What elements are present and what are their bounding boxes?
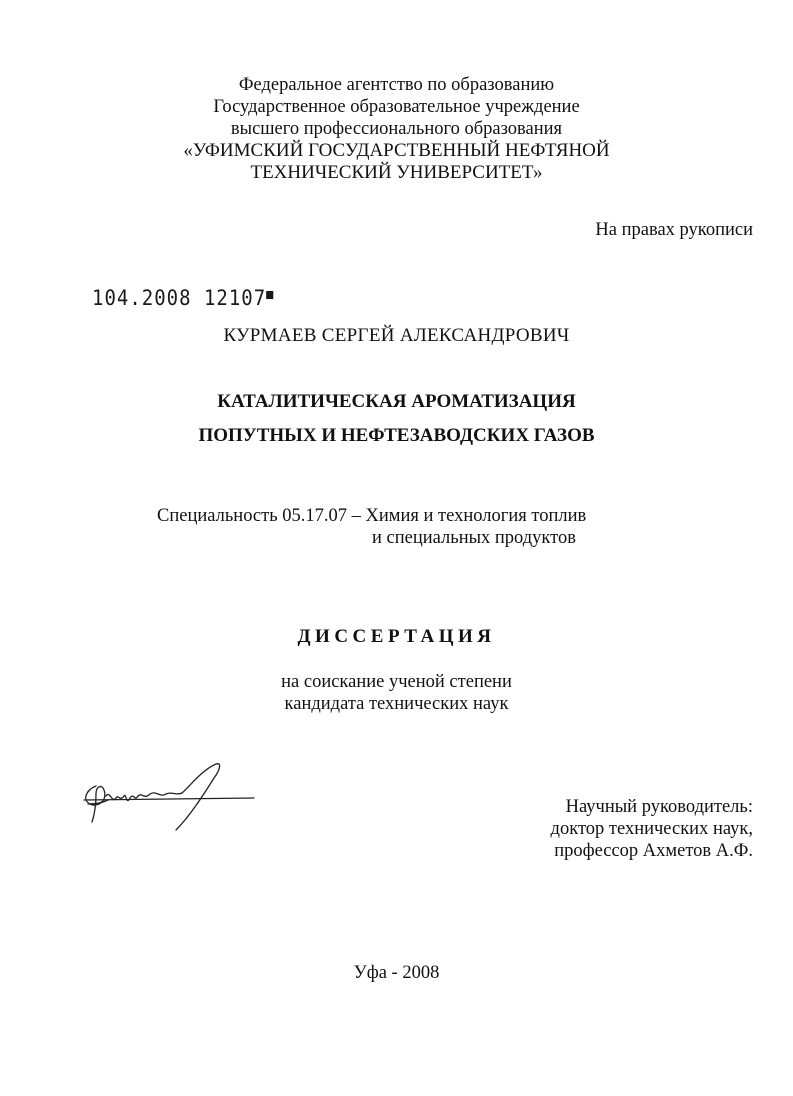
header-line-agency: Федеральное агентство по образованию bbox=[238, 75, 555, 95]
supervisor-degree: доктор технических наук, bbox=[550, 819, 753, 839]
header-line-education-level: высшего профессионального образования bbox=[230, 119, 563, 139]
specialty-block bbox=[157, 505, 586, 549]
title-line-1: КАТАЛИТИЧЕСКАЯ АРОМАТИЗАЦИЯ bbox=[217, 391, 576, 412]
supervisor-label: Научный руководитель: bbox=[565, 797, 753, 817]
degree-block bbox=[0, 671, 793, 715]
specialty-continuation: и специальных продуктов bbox=[372, 528, 576, 548]
title-line-2: ПОПУТНЫХ И НЕФТЕЗАВОДСКИХ ГАЗОВ bbox=[198, 425, 595, 446]
author-name: КУРМАЕВ СЕРГЕЙ АЛЕКСАНДРОВИЧ bbox=[223, 325, 570, 346]
city-and-year: Уфа - 2008 bbox=[353, 963, 440, 983]
header-line-university-name-1: «УФИМСКИЙ ГОСУДАРСТВЕННЫЙ НЕФТЯНОЙ bbox=[183, 140, 610, 161]
handwritten-signature bbox=[78, 760, 258, 838]
degree-line-2: кандидата технических наук bbox=[284, 694, 509, 714]
header-line-institution-type: Государственное образовательное учреждение bbox=[213, 97, 580, 117]
institution-header bbox=[0, 74, 793, 184]
dissertation-title bbox=[0, 385, 793, 453]
degree-line-1: на соискание ученой степени bbox=[281, 672, 512, 692]
stamp-mark-icon: ■ bbox=[266, 286, 275, 302]
registration-number-text: 104.2008 12107 bbox=[92, 286, 267, 311]
specialty-label: Специальность 05.17.07 – Химия и технология топлив bbox=[157, 506, 587, 526]
document-type-heading: ДИССЕРТАЦИЯ bbox=[297, 626, 496, 647]
manuscript-rights-note: На правах рукописи bbox=[595, 220, 753, 240]
scientific-supervisor bbox=[551, 796, 753, 862]
supervisor-name: профессор Ахметов А.Ф. bbox=[554, 841, 753, 861]
header-line-university-name-2: ТЕХНИЧЕСКИЙ УНИВЕРСИТЕТ» bbox=[250, 162, 543, 183]
registration-stamp-number bbox=[92, 286, 274, 311]
